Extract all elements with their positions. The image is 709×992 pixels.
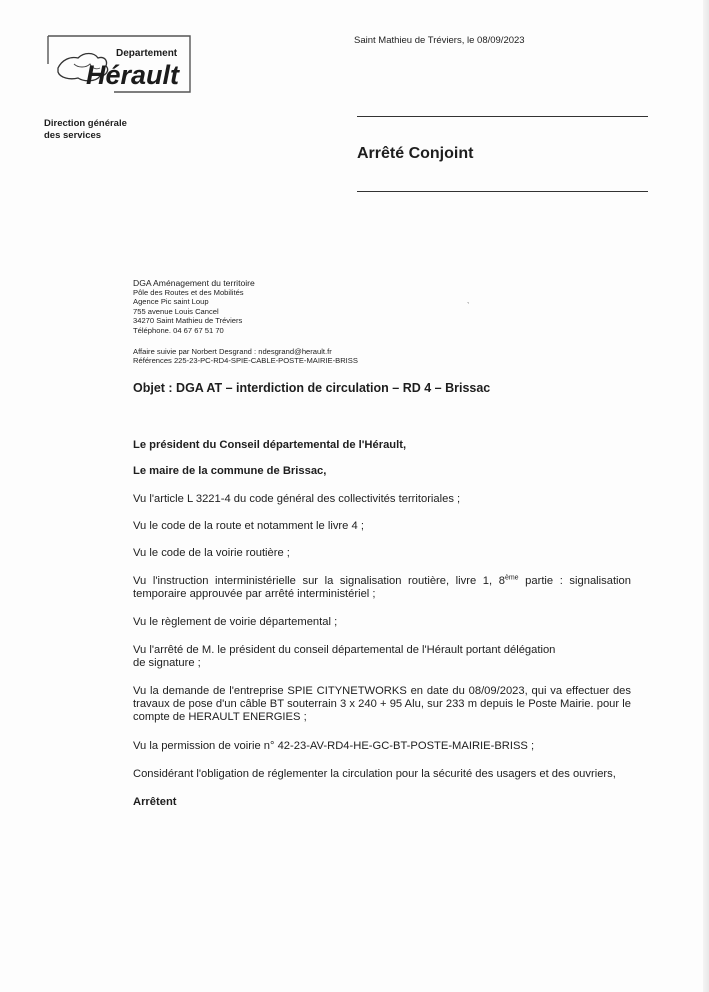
logo-herault-text: Hérault [86,60,180,90]
vu-article-line: Vu l'article L 3221-4 du code général des collectivités territoriales ; [133,493,461,505]
vu-instruction-part-a: Vu l'instruction interministérielle sur la signalisation routière, livre 1, 8 [133,575,505,587]
herault-logo-graphic [44,34,194,96]
herault-logo [44,34,194,96]
logo-departement-text: Departement [116,48,178,59]
vu-arrete-line-1: Vu l'arrêté de M. le président du conseil départemental de l'Hérault portant délégation [133,644,556,656]
sender-line: Téléphone. 04 67 67 51 70 [133,325,224,335]
title-rule-top [357,116,648,117]
vu-permission-line: Vu la permission de voirie n° 42-23-AV-RD4-HE-GC-BT-POSTE-MAIRIE-BRISS ; [133,740,535,752]
affaire-line: Affaire suivie par Norbert Desgrand : ndesgrand@herault.fr [133,347,332,356]
vu-instruction-sup: ème [504,574,519,582]
stray-mark: ˎ [467,295,470,304]
sender-line: 34270 Saint Mathieu de Tréviers [133,316,243,326]
maire-line: Le maire de la commune de Brissac, [133,465,327,477]
direction-label [44,118,127,142]
case-info [133,347,358,366]
page-edge-shadow [703,0,709,992]
vu-reglement-line: Vu le règlement de voirie départemental ; [133,616,338,628]
vu-demande-paragraph: Vu la demande de l'entreprise SPIE CITYNETWORKS en date du 08/09/2023, qui va effectuer des travaux de pose d'un câble BT souterrain 3 x 240 + 95 Alu, sur 233 m depuis le Poste Mairie. pour le compte de HERAULT ENERGIES ; [133,685,631,723]
document-title: Arrêté Conjoint [357,145,474,162]
direction-line-1: Direction générale [44,118,127,129]
dateline: Saint Mathieu de Tréviers, le 08/09/2023 [354,35,525,46]
references-line: Références 225-23-PC-RD4-SPIE-CABLE-POSTE-MAIRIE-BRISS [133,356,358,366]
sender-line: DGA Aménagement du territoire [133,278,255,288]
arretent-line: Arrêtent [133,796,177,808]
president-line: Le président du Conseil départemental de l'Hérault, [133,439,407,451]
vu-code-voirie-line: Vu le code de la voirie routière ; [133,547,290,559]
title-rule-bottom [357,191,648,192]
object-line: Objet : DGA AT – interdiction de circulation – RD 4 – Brissac [133,381,491,395]
vu-code-route-line: Vu le code de la route et notamment le livre 4 ; [133,520,364,532]
vu-arrete-paragraph [133,644,631,670]
vu-instruction-part-b: partie : signalisation temporaire approuvée par arrêté interministériel ; [133,575,631,600]
sender-line: 755 avenue Louis Cancel [133,306,219,316]
vu-arrete-line-2: de signature ; [133,657,201,669]
considerant-line: Considérant l'obligation de réglementer la circulation pour la sécurité des usagers et des ouvriers, [133,768,616,780]
vu-instruction-paragraph [133,575,631,601]
sender-address-block [133,278,255,335]
sender-line: Agence Pic saint Loup [133,297,209,307]
direction-line-2: des services [44,130,102,141]
sender-line: Pôle des Routes et des Mobilités [133,288,244,297]
